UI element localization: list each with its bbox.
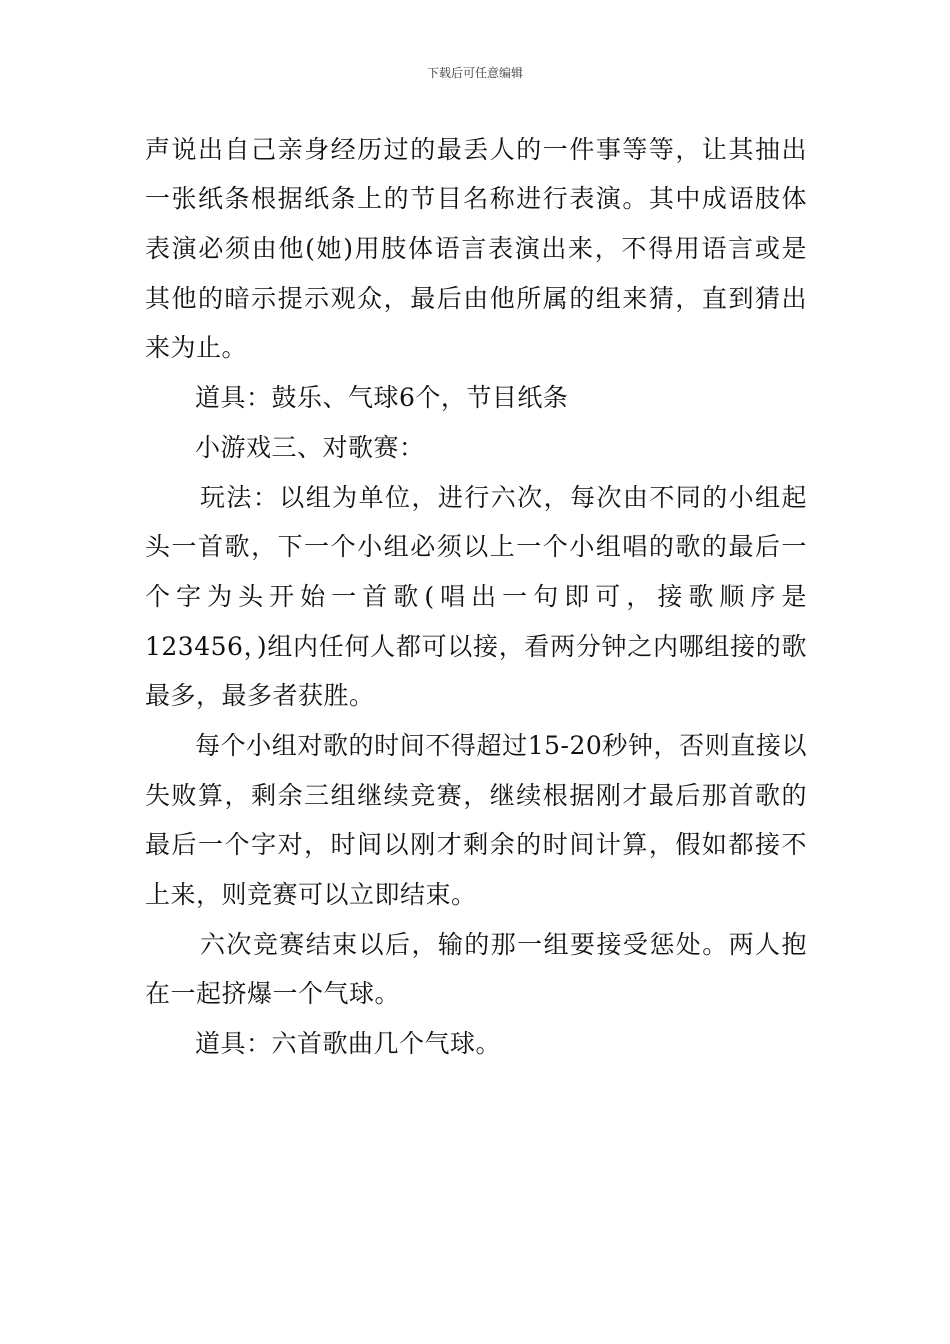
body-line: 表演必须由他(她)用肢体语言表演出来，不得用语言或是 xyxy=(145,234,807,263)
body-line: 最多，最多者获胜。 xyxy=(145,681,375,710)
body-line: 一张纸条根据纸条上的节目名称进行表演。其中成语肢体 xyxy=(145,184,807,213)
section-heading: 小游戏三、对歌赛： xyxy=(195,433,425,462)
body-line: 六次竞赛结束以后，输的那一组要接受惩处。两人抱 xyxy=(200,930,807,959)
body-line: 来为止。 xyxy=(145,333,248,362)
body-line: 在一起挤爆一个气球。 xyxy=(145,979,401,1008)
body-line: 123456，)组内任何人都可以接，看两分钟之内哪组接的歌 xyxy=(145,632,807,661)
page-header: 下载后可任意编辑 xyxy=(426,66,523,80)
body-line: 其他的暗示提示观众，最后由他所属的组来猜，直到猜出 xyxy=(145,284,807,313)
body-line: 头一首歌，下一个小组必须以上一个小组唱的歌的最后一 xyxy=(145,532,807,561)
body-line: 玩法：以组为单位，进行六次，每次由不同的小组起 xyxy=(200,483,807,512)
body-line: 道具：鼓乐、气球6个，节目纸条 xyxy=(195,383,569,412)
body-line: 道具：六首歌曲几个气球。 xyxy=(195,1029,502,1058)
body-line: 每个小组对歌的时间不得超过15-20秒钟，否则直接以 xyxy=(195,731,807,760)
body-line: 上来，则竞赛可以立即结束。 xyxy=(145,880,477,909)
body-line: 失败算，剩余三组继续竞赛，继续根据刚才最后那首歌的 xyxy=(145,781,807,810)
body-line: 声说出自己亲身经历过的最丢人的一件事等等，让其抽出 xyxy=(145,135,807,164)
body-line: 个字为头开始一首歌(唱出一句即可，接歌顺序是 xyxy=(145,582,807,611)
body-line: 最后一个字对，时间以刚才剩余的时间计算，假如都接不 xyxy=(145,830,807,859)
